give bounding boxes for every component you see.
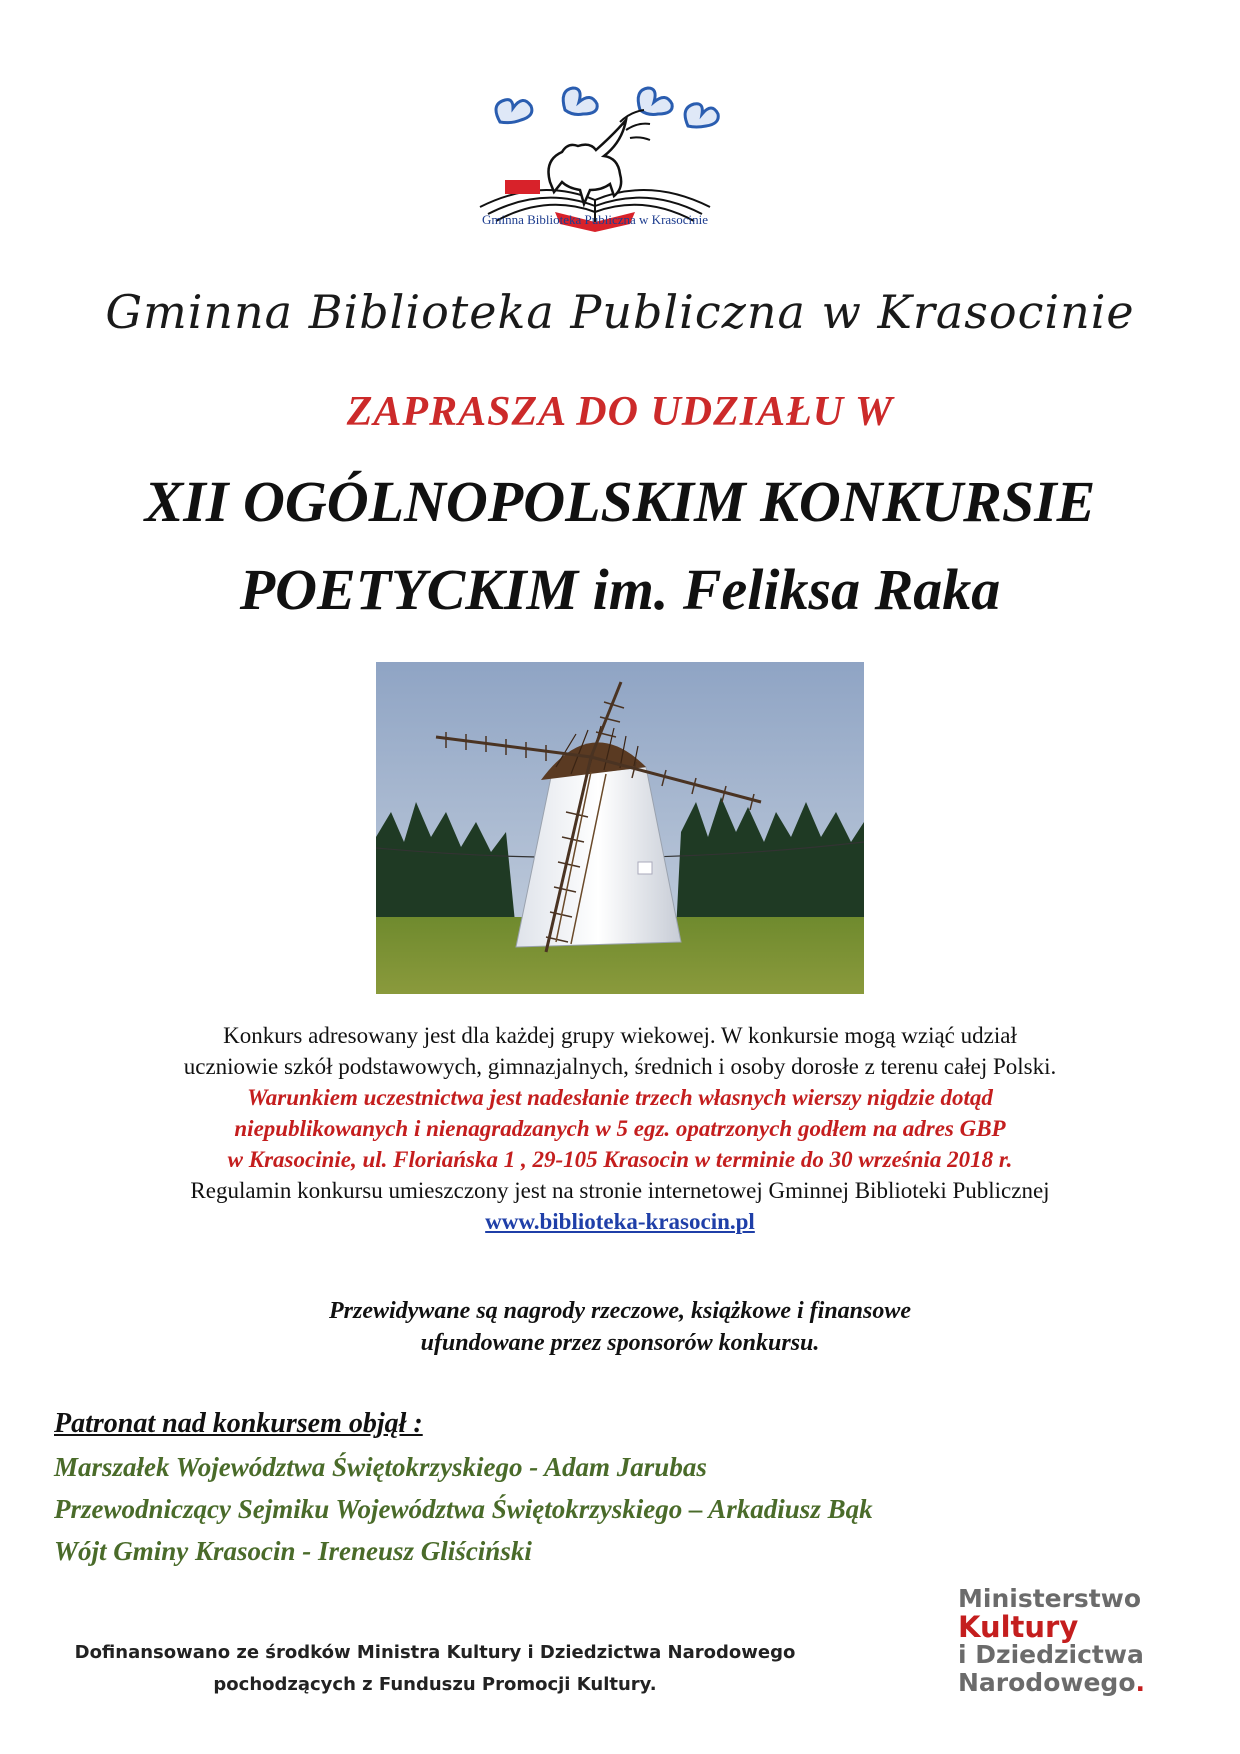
patron-item: Marszałek Województwa Świętokrzyskiego - Adam Jarubas: [54, 1452, 707, 1482]
windmill-photo: [376, 662, 864, 994]
website-link[interactable]: www.biblioteka-krasocin.pl: [485, 1209, 755, 1234]
patron-item: Przewodniczący Sejmiku Województwa Świętokrzyskiego – Arkadiusz Bąk: [54, 1494, 873, 1524]
library-name-heading: Gminna Biblioteka Publiczna w Krasocinie: [105, 285, 1135, 339]
prizes-note: [0, 1295, 1240, 1359]
funding-line: Dofinansowano ze środków Ministra Kultury i Dziedzictwa Narodowego: [74, 1642, 796, 1663]
participation-condition-line: Warunkiem uczestnictwa jest nadesłanie trzech własnych wierszy nigdzie dotąd: [247, 1085, 993, 1110]
ministry-logo-line: i Dziedzictwa: [958, 1640, 1144, 1669]
funding-line: pochodzących z Funduszu Promocji Kultury.: [213, 1674, 657, 1695]
prizes-line: Przewidywane są nagrody rzeczowe, książkowe i finansowe: [328, 1298, 912, 1324]
regulations-line: Regulamin konkursu umieszczony jest na stronie internetowej Gminnej Biblioteki Publicznej: [190, 1178, 1050, 1203]
funding-note: [60, 1637, 810, 1701]
ministry-logo-line: Narodowego: [958, 1668, 1136, 1697]
patronage-section: [54, 1408, 1054, 1572]
patron-item: Wójt Gminy Krasocin - Ireneusz Gliściński: [54, 1536, 532, 1566]
invitation-heading: ZAPRASZA DO UDZIAŁU W: [346, 389, 894, 435]
contest-description: [40, 1020, 1200, 1237]
patronage-title: Patronat nad konkursem objął :: [54, 1408, 423, 1439]
ministry-logo-line: Ministerstwo: [958, 1584, 1142, 1613]
contest-title-line-2: POETYCKIM im. Feliksa Raka: [239, 557, 1001, 622]
description-line: Konkurs adresowany jest dla każdej grupy wiekowej. W konkursie mogą wziąć udział: [223, 1023, 1017, 1048]
description-line: uczniowie szkół podstawowych, gimnazjalnych, średnich i osoby dorosłe z terenu całej Polski.: [183, 1054, 1057, 1079]
logo-caption: Gminna Biblioteka Publiczna w Krasocinie: [481, 212, 708, 227]
contest-title-line-1: XII OGÓLNOPOLSKIM KONKURSIE: [144, 469, 1096, 534]
ministry-logo: [958, 1585, 1188, 1697]
ministry-logo-line: Kultury: [958, 1610, 1079, 1644]
ministry-logo-dot: .: [1135, 1668, 1145, 1697]
participation-condition-line: w Krasocinie, ul. Floriańska 1 , 29-105 Krasocin w terminie do 30 września 2018 r.: [227, 1147, 1013, 1172]
prizes-line: ufundowane przez sponsorów konkursu.: [420, 1330, 820, 1356]
participation-condition-line: niepublikowanych i nienagradzanych w 5 egz. opatrzonych godłem na adres GBP: [234, 1116, 1006, 1141]
